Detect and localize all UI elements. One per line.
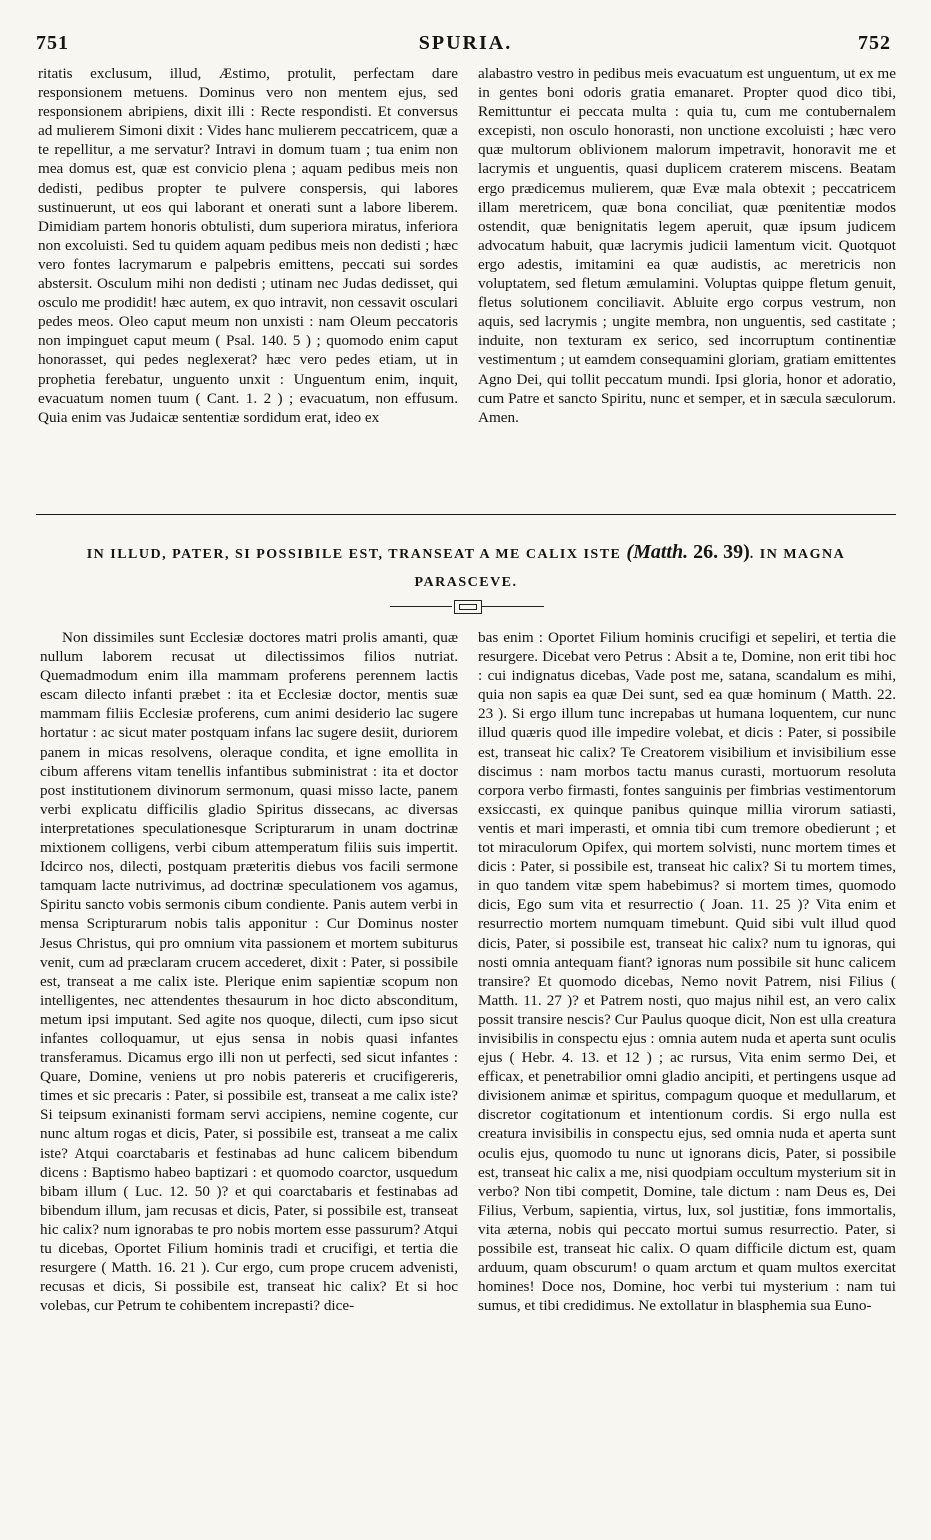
- paragraph-top-left: ritatis exclusum, illud, Æstimo, protulit, perfectam dare responsionem metuens. Dominus vero non mentem ejus, sed responsionem abripiens, dixit illi : Recte respondisti. Et conversus ad mulierem Simoni dixit : Vides hanc mulierem peccatricem, quæ a te repellitur, a me servatur? Intravi in domum tuam ; tua enim non mea domus est, quæ est convicio plena ; aquam pedibus meis non dedisti, pedibus propter te pulvere conspersis, qui labores sustinuerunt, ut eos qui laborant et onerati sunt a labore liberem. Dimidiam partem honoris obtulisti, dum superiora miratus, inferiora non excoluisti. Sed tu quidem aquam pedibus meis non dedisti ; hæc vero fontes lacrymarum e palpebris emittens, peccati sui sordes abstersit. Osculum mihi non dedisti ; utinam nec Judas dedisset, qui osculo me prodidit! hæc autem, ex quo intravit, non cessavit osculari pedes meos. Oleo caput meum non unxisti : nam Oleum peccatoris non impinguet caput meum ( Psal. 140. 5 ) ; quomodo enim caput honorasset, qui pedes neglexerat? hæc vero pedes etiam, ut in prophetia ferebatur, unguento unxit : Unguentum enim, inquit, evacuatum nomen tuum ( Cant. 1. 2 ) ; evacuatum, non effusum. Quia enim vas Judaicæ sententiæ sordidum erat, ideo ex: [38, 65, 458, 426]
- ornament-line-right: [482, 606, 544, 607]
- paragraph-bottom-left: Non dissimiles sunt Ecclesiæ doctores matri prolis amanti, quæ nullum laborem recusat ut dilectissimos filios nutriat. Quemadmodum enim illa mammam proferens perennem lactis escam dilecto infanti præbet : ita et Ecclesiæ doctor, mentis suæ mammam filiis Ecclesiæ proferens, cum animi desiderio lac sugere hortatur : ac sicut mater postquam infans lac sugere desiit, duriorem panem in micas resolvens, oleraque condita, et igne emollita in cibum afferens vitam tenellis infantibus subministrat : ita et doctor post institutionem divinorum sermonum, quasi misso lacte, panem verbi explicatu difficilis gladio Spiritus dissecans, ac diversas interpretationes speculationesque Scripturarum in unam doctrinæ mixtionem colligens, verbi cibum attemperatum filiis suis impertit. Idcirco nos, dilecti, postquam præteritis diebus vos facili sermone tamquam lacte nutrivimus, ad doctrinæ speculationem vos agamus, Spiritu sancto vobis sermonis cibum condiente. Panis autem verbi in mensa Scripturarum nobis talis apponitur : Cur Dominus noster Jesus Christus, qui pro omnium vita passionem et mortem subiturus venit, cum ad præclaram crucem accederet, dixit : Pater, si possibile est, transeat a me calix iste. Plerique enim sapientiæ scopum non intelligentes, nec attendentes thesaurum in hoc dicto absconditum, metum ipsi imputant. Sed agite nos quoque, dilecti, cum ipso sicut infantes colloquamur, ut ejus sensa in nobis quasi infantes transferamus. Dicamus ergo illi non ut perfecti, sed sicut infantes : Quare, Domine, veniens ut pro nobis patereris et crucifigereris, times et sic precaris : Pater, si possibile est, transeat a me calix iste? Si teipsum exinanisti formam servi accipiens, nemine cogente, cur nunc altum rogas et dicis, Pater, si possibile est, transeat a me calix iste? Atqui coarctabaris et festinabas ad hunc calicem bibendum dicens : Baptismo habeo baptizari : et quomodo coarctor, usquedum bibam illum ( Luc. 12. 50 )? et qui coarctabaris et festinabas ad bibendum illum, jam recusas et dicis, Pater, si possibile est, transeat hic calix? num ignorabas te pro nobis mortem esse passurum? Atqui tu dicebas, Oportet Filium hominis tradi et crucifigi, et tertia die resurgere ( Matth. 16. 21 ). Cur ergo, cum prope crucem advenisti, recusas et dicis, Si possibile est, transeat hic calix? Et si hoc volebas, cur Petrum te cohibentem increpasti? dice-: [40, 629, 458, 1315]
- paragraph-top-right: alabastro vestro in pedibus meis evacuatum est unguentum, ut ex me in gentes boni odoris gratia emanaret. Propter quod dico tibi, Remittuntur ei peccata multa : quia tu, cum me contubernalem excepisti, non osculo honorasti, non unctione excoluisti ; hæc vero quæ multorum oblivionem malorum impetravit, honoravit me et lacrymis et unguentis, quasi duplicem craterem miscens. Beatam ergo prædicemus mulierem, quæ Evæ mala obtexit ; peccatricem illam meretricem, quæ bona conciliat, quæ pœnitentiæ modos ostendit, quæ benignitatis legem aperuit, quæ ipsum judicem advocatum habuit, quæ lacrymis judicii lamentum vicit. Quotquot ergo adestis, imitamini ea quæ audistis, ac meretricis non voluptatem, sed fletum æmulamini. Voluptas quippe fletum genuit, fletus solutionem conciliavit. Abluite ergo corpus vestrum, non aquis, sed lacrymis ; ungite membra, non unguentis, sed castitate ; induite, non texturam ex serico, sed incorruptum continentiæ vestimentum ; ut eamdem consequamini gloriam, gratiam emittentes Agno Dei, qui tollit peccatum mundi. Ipsi gloria, honor et adoratio, cum Patre et sancto Spiritu, nunc et semper, et in sæcula sæculorum. Amen.: [478, 65, 896, 426]
- section-title-line-1: [36, 538, 896, 569]
- page-number-left: 751: [36, 32, 69, 54]
- running-title: SPURIA.: [418, 32, 513, 54]
- section-title-tail: . IN MAGNA: [749, 547, 846, 562]
- page-number-right: 752: [858, 32, 891, 54]
- text-column-top-right: [478, 64, 896, 427]
- ornament-line-left: [390, 606, 452, 607]
- page-header: [0, 32, 931, 58]
- scripture-reference-close-paren: ): [743, 541, 750, 563]
- paragraph-bottom-right: bas enim : Oportet Filium hominis crucifigi et sepeliri, et tertia die resurgere. Dicebat vero Petrus : Absit a te, Domine, non erit tibi hoc : cui indignatus dicebas, Vade post me, satana, scandalum es mihi, quia non sapis ea quæ Dei sunt, sed ea quæ hominum ( Matth. 22. 23 ). Si ergo illum tunc increpabas ut humana loquentem, cur nunc illud quæris quod ille impedire volebat, et dicis : Pater, si possibile est, transeat hic calix? Te Creatorem visibilium et invisibilium esse discimus : nam morbos tactu manus curasti, mortuorum resoluta corpora verbo firmasti, fontes sanguinis per fimbrias vestimentorum exsiccasti, ex quinque panibus quinque millia virorum satiasti, ventis et mari imperasti, et omnia tibi cum tremore obedierunt ; et tot miraculorum Opifex, qui mortem solvisti, nunc mortem times et dicis : Pater, si possibile est, transeat hic calix? Si tu mortem times, in quo tandem vitæ spem habebimus? si mortem times, quomodo dicis, Ego sum vita et resurrectio ( Joan. 11. 25 )? Vita enim et resurrectio mortem numquam timebunt. Quid sibi vult illud quod dicis, Pater, si possibile est, transeat hic calix? num tu ignoras, qui nosti omnia antequam fiant? ignoras num possibile sit hunc calicem transire? Et quomodo dicebas, Nemo novit Patrem, nisi Filius ( Matth. 11. 27 )? et Patrem nosti, quo majus nihil est, an vero calix possit transire nescis? Cur Paulus quoque dicit, Non est ulla creatura invisibilis in conspectu ejus : omnia autem nuda et aperta sunt oculis ejus ( Hebr. 4. 13. et 12 ) ; ac rursus, Vita enim sermo Dei, et efficax, et penetrabilior omni gladio ancipiti, et pertingens usque ad divisionem animæ et spiritus, compagum quoque et medullarum, et discretor cogitationum et intentionum cordis. Si ergo nulla est creatura invisibilis in conspectu ejus, sed omnia nuda et aperta sunt oculis ejus, quomodo tu nunc ut ignorans dicis, Pater, si possibile est, transeat hic calix a me, nisi quodpiam occultum mysterium sit in verbo? Non tibi competit, Domine, tale dictum : nam Deus es, Dei Filius, Verbum, sapientia, virtus, lux, sol justitiæ, fons immortalis, vita æterna, nobis qui peccato mortui sumus resurrectio. Pater, si possibile est, transeat hic calix. O quam difficile dictum est, quam arduum, quam obscurum! o quam arctum et quam multos exercitat homines! Doce nos, Domine, hoc verbi tui mysterium : nam tui sumus, et tibi credidimus. Ne extollatur in blasphemia sua Euno-: [478, 629, 896, 1315]
- section-divider-rule: [36, 514, 896, 515]
- text-column-top-left: [38, 64, 458, 427]
- scripture-reference-book: Matth.: [633, 541, 689, 563]
- ornament-divider: [390, 600, 544, 614]
- ornament-box-icon: [454, 600, 482, 614]
- section-title-line-2: PARASCEVE.: [414, 575, 518, 590]
- text-column-bottom-left: [40, 628, 458, 1315]
- scripture-reference-number: 26. 39: [688, 541, 744, 563]
- scripture-reference-open-paren: (: [626, 541, 634, 563]
- scripture-reference: [626, 541, 749, 563]
- text-column-bottom-right: [478, 628, 896, 1315]
- section-title: [36, 538, 896, 597]
- section-title-main: IN ILLUD, PATER, SI POSSIBILE EST, TRANSEAT A ME CALIX ISTE: [86, 547, 622, 562]
